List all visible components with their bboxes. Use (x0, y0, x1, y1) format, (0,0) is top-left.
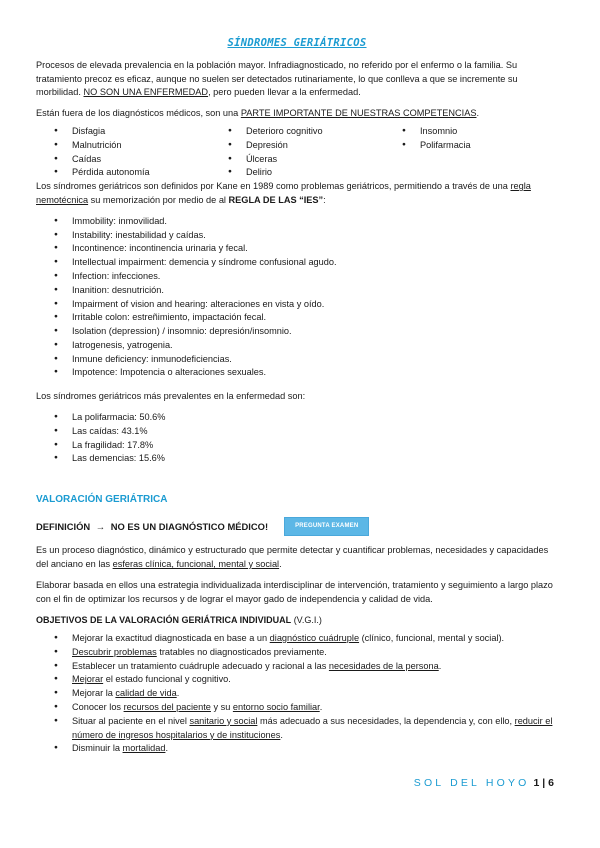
intro2-emphasis: PARTE IMPORTANTE DE NUESTRAS COMPETENCIAS (240, 108, 477, 119)
list-item (36, 687, 558, 701)
obj-text-end: . (165, 743, 169, 754)
obj-text-end: tratables no diagnosticados previamente. (156, 646, 327, 657)
syndromes-col-1 (36, 125, 210, 180)
obj-text: Disminuir la (72, 743, 123, 754)
objectives-abbr: (V.G.I.) (291, 615, 322, 626)
list-item: ● Pérdida autonomía (36, 166, 210, 180)
def-emphasis: esferas clínica, funcional, mental y social (112, 559, 280, 570)
kane-paragraph (36, 180, 558, 208)
section-heading: VALORACIÓN GERIÁTRICA (36, 494, 168, 506)
page-footer (414, 776, 554, 792)
list-item (36, 701, 558, 715)
objectives-list (36, 632, 558, 756)
list-item: ● Delirio (210, 166, 384, 180)
obj-emphasis: necesidades de la persona (328, 660, 439, 671)
obj-text-end: . (280, 729, 283, 740)
list-item: ● Impotence: Impotencia o alteraciones sexuales. (36, 366, 558, 380)
list-item: ● Inmune deficiency: inmunodeficiencias. (36, 353, 558, 367)
list-item: ● La polifarmacia: 50.6% (36, 411, 558, 425)
obj-text-end: el estado funcional y cognitivo. (103, 674, 231, 685)
list-item: ● Iatrogenesis, yatrogenia. (36, 339, 558, 353)
syndromes-col-2 (210, 125, 384, 180)
syndromes-list (36, 125, 558, 180)
footer-author: SOL DEL HOYO (413, 777, 530, 789)
list-item (36, 646, 558, 660)
prevalence-list (36, 411, 558, 466)
intro-text: Procesos de elevada prevalencia en la población mayor. Infradiagnosticado, no referido por el enfermo o la familia. Su tratamiento precoz es eficaz, aunque no suelen ser detectados rutinariamente, lo que conlleva a que se incremente su morbilidad. (36, 59, 518, 98)
list-item: ● Isolation (depression) / insomnio: depresión/insomnio. (36, 325, 558, 339)
obj-emphasis-2: entorno socio familiar (232, 701, 320, 712)
obj-text-end: (clínico, funcional, mental y social). (359, 632, 505, 643)
def-end: . (279, 559, 282, 570)
list-item (36, 632, 558, 646)
list-item: ● Depresión (210, 139, 384, 153)
definition-paragraph-1 (36, 544, 558, 572)
obj-text: Establecer un tratamiento cuádruple adecuado y racional a las (72, 660, 329, 671)
exam-question-badge[interactable]: PREGUNTA EXAMEN (284, 517, 369, 536)
kane-text-2: su memorización por medio de al (88, 194, 229, 205)
obj-text-end: . (176, 688, 180, 699)
definition-label-text: DEFINICIÓN (36, 520, 91, 532)
list-item: ● Las caídas: 43.1% (36, 425, 558, 439)
definition-row (36, 517, 558, 536)
list-item: ● Incontinence: incontinencia urinaria y fecal. (36, 242, 558, 256)
intro-text-end: , pero pueden llevar a la enfermedad. (208, 87, 361, 98)
kane-link-text: regla nemotécnica (36, 181, 531, 205)
list-item: ● Intellectual impairment: demencia y síndrome confusional agudo. (36, 256, 558, 270)
list-item: ● Instability: inestabilidad y caídas. (36, 229, 558, 243)
list-item: ● Irritable colon: estreñimiento, impactación fecal. (36, 311, 558, 325)
list-item (36, 673, 558, 687)
syndromes-col-3 (384, 125, 558, 180)
obj-text: Mejorar la (72, 688, 116, 699)
intro-emphasis: NO SON UNA ENFERMEDAD (83, 87, 209, 98)
intro-paragraph-1 (36, 59, 558, 100)
list-item (36, 660, 558, 674)
list-item: ● Deterioro cognitivo (210, 125, 384, 139)
definition-paragraph-2: Elaborar basada en ellos una estrategia individualizada interdisciplinar de intervención, tratamiento y seguimiento a largo plazo con el fin de optimizar los recursos y de lograr el mayor gado de independencia y calidad de vida. (36, 579, 553, 604)
list-item: ● Insomnio (384, 125, 558, 139)
obj-emphasis: calidad de vida (115, 688, 177, 699)
obj-text-end: . (319, 701, 323, 712)
list-item: ● La fragilidad: 17.8% (36, 439, 558, 453)
ies-list (36, 215, 558, 381)
page-number: 1 | 6 (533, 777, 554, 789)
kane-text: Los síndromes geriátricos son definidos por Kane en 1989 como problemas geriátricos, permitiendo a través de una (36, 181, 511, 192)
list-item: ● Las demencias: 15.6% (36, 452, 558, 466)
intro-paragraph-2 (36, 107, 558, 121)
obj-emphasis: diagnóstico cuádruple (269, 632, 360, 643)
intro2-text: Están fuera de los diagnósticos médicos, son una (36, 108, 241, 119)
obj-emphasis: mortalidad (122, 743, 166, 754)
objectives-heading (36, 614, 558, 628)
obj-text-end: . (438, 660, 442, 671)
obj-text: Situar al paciente en el nivel (72, 715, 190, 726)
list-item: ● Impairment of vision and hearing: alteraciones en vista y oído. (36, 298, 558, 312)
list-item: ● Inanition: desnutrición. (36, 284, 558, 298)
list-item: ● Caídas (36, 153, 210, 167)
list-item: ● Polifarmacia (384, 139, 558, 153)
list-item: ● Immobility: inmovilidad. (36, 215, 558, 229)
obj-text: Conocer los (72, 701, 124, 712)
obj-text-mid: y su (210, 701, 233, 712)
obj-emphasis-2: reducir el número de ingresos hospitalarios y de instituciones (72, 715, 553, 740)
obj-emphasis: Descubrir problemas (72, 646, 157, 657)
list-item (36, 715, 558, 743)
objectives-title: OBJETIVOS DE LA VALORACIÓN GERIÁTRICA INDIVIDUAL (36, 615, 292, 626)
definition-label (36, 520, 268, 534)
obj-emphasis: Mejorar (72, 674, 104, 685)
obj-emphasis: recursos del paciente (123, 701, 211, 712)
intro2-end: . (476, 108, 480, 119)
list-item (36, 742, 558, 756)
kane-colon: : (323, 194, 326, 205)
page-title: SÍNDROMES GERIÁTRICOS (227, 37, 367, 49)
arrow-right-icon: → (95, 520, 106, 532)
obj-text-mid: más adecuado a sus necesidades, la dependencia y, con ello, (257, 715, 515, 726)
definition-text: NO ES UN DIAGNÓSTICO MÉDICO! (110, 520, 269, 532)
list-item: ● Infection: infecciones. (36, 270, 558, 284)
list-item: ● Disfagia (36, 125, 210, 139)
prevalence-intro: Los síndromes geriátricos más prevalentes en la enfermedad son: (36, 391, 306, 402)
list-item: ● Malnutrición (36, 139, 210, 153)
def-text: Es un proceso diagnóstico, dinámico y estructurado que permite detectar y cuantificar problemas, necesidades y capacidades del anciano en las (36, 545, 549, 570)
list-item: ● Úlceras (210, 153, 384, 167)
kane-rule: REGLA DE LAS “IES” (228, 194, 324, 205)
obj-text: Mejorar la exactitud diagnosticada en base a un (72, 632, 270, 643)
obj-emphasis: sanitario y social (189, 715, 258, 726)
